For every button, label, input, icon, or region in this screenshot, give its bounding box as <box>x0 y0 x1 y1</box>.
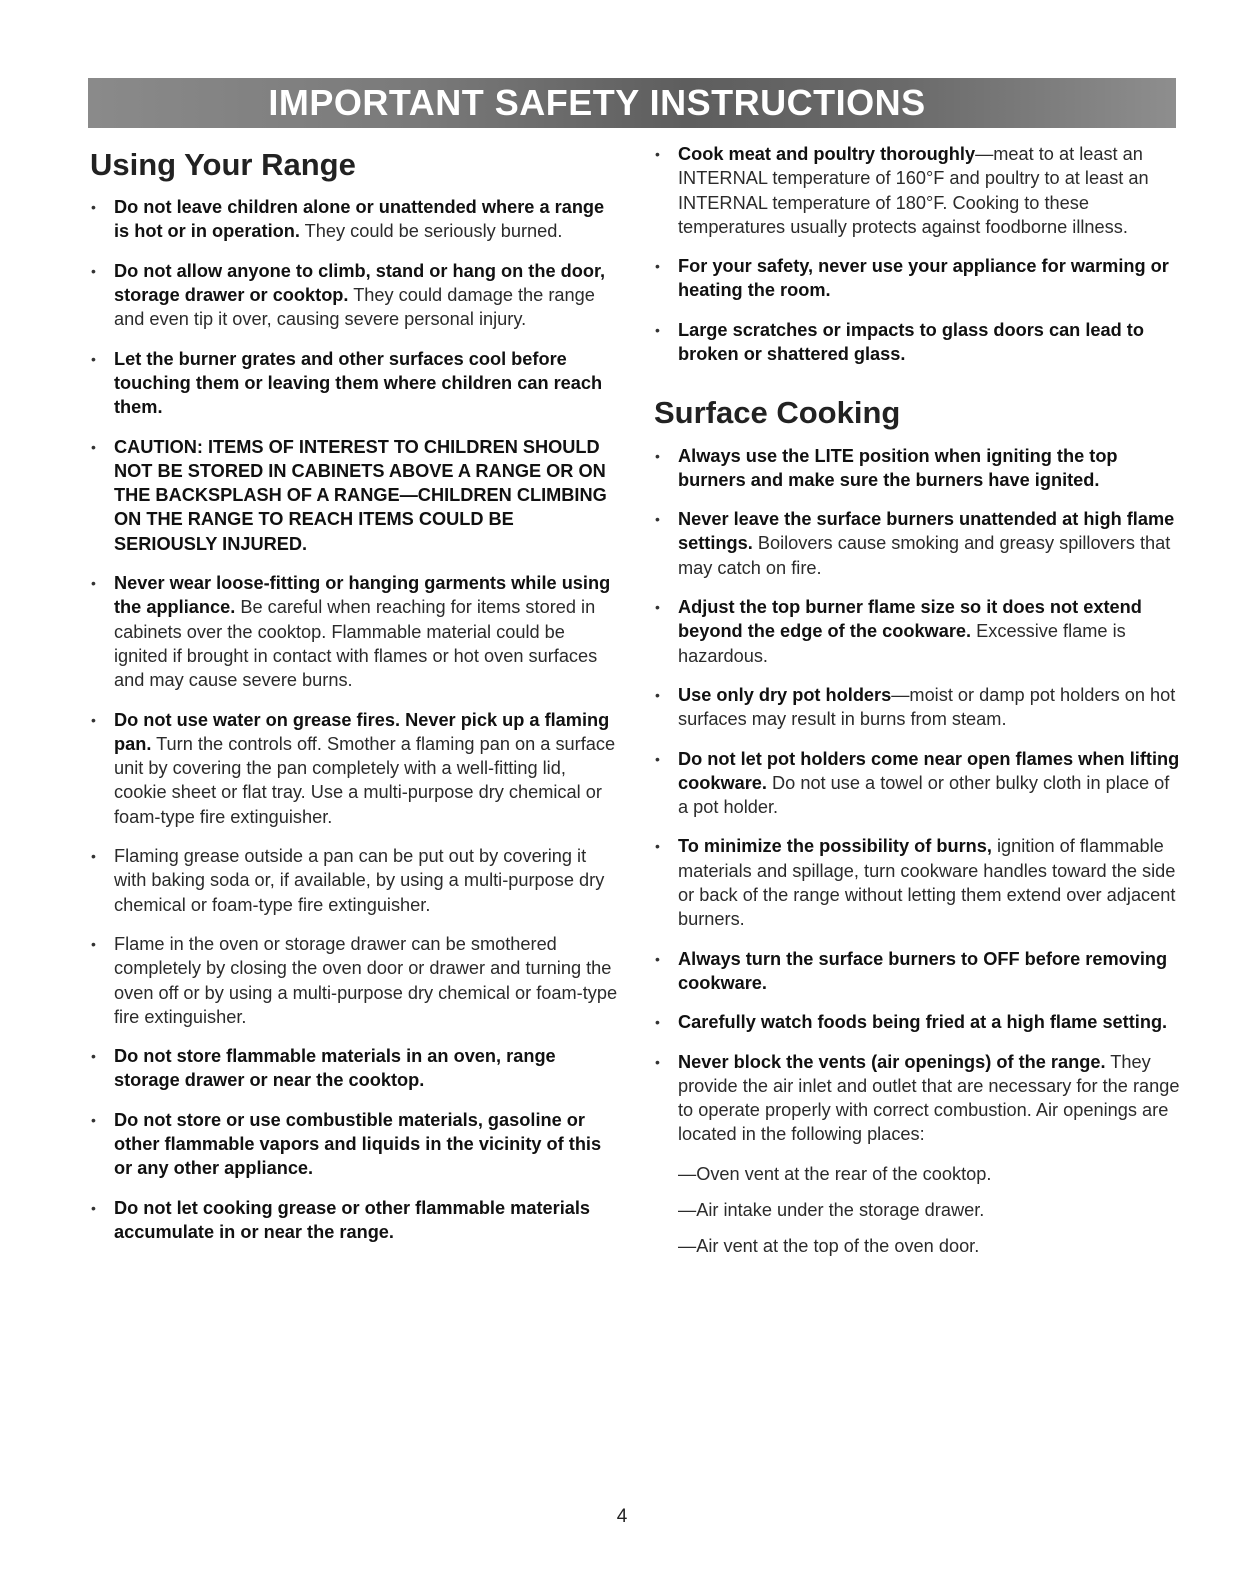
list-item: • Flaming grease outside a pan can be put out by covering it with baking soda or, if available, by using a multi-purpose dry chemical or foam-type fire extinguisher. <box>91 846 605 915</box>
bullet-icon: • <box>91 1199 96 1216</box>
bullet-icon: • <box>655 686 660 703</box>
list-item: • Let the burner grates and other surfaces cool before touching them or leaving them where children can reach them. <box>91 348 603 418</box>
right-column <box>652 142 1180 1270</box>
bullet-icon: • <box>91 1048 96 1065</box>
list-item: • To minimize the possibility of burns, ignition of flammable materials and spillage, turn cookware handles toward the side or back of the range without letting them extend over adjacent burners. <box>655 836 1176 930</box>
list-item: • Never block the vents (air openings) of the range. They provide the air inlet and outlet that are necessary for the range to operate properly with correct combustion. Air openings are located in the following places: <box>655 1051 1180 1145</box>
list-item: • Do not allow anyone to climb, stand or hang on the door, storage drawer or cooktop. They could damage the range and even tip it over, causing severe personal injury. <box>91 260 606 330</box>
list-item: • Large scratches or impacts to glass doors can lead to broken or shattered glass. <box>655 319 1144 365</box>
list-item: • Cook meat and poultry thoroughly—meat to at least an INTERNAL temperature of 160°F and poultry to at least an INTERNAL temperature of 180°F. Cooking to these temperatures usually protects against foodborne illness. <box>655 144 1149 237</box>
list-item: • Carefully watch foods being fried at a high flame setting. <box>652 1010 1180 1034</box>
list-item: • Flame in the oven or storage drawer can be smothered completely by closing the oven door or drawer and turning the oven off or by using a multi-purpose dry chemical or foam-type fire extinguisher. <box>91 933 618 1027</box>
list-item: • Always use the LITE position when igniting the top burners and make sure the burners have ignited. <box>655 445 1118 490</box>
bullet-icon: • <box>91 1111 96 1128</box>
list-item: • Do not store or use combustible materials, gasoline or other flammable vapors and liquids in the vicinity of this or any other appliance. <box>91 1109 602 1179</box>
list-item: • Use only dry pot holders—moist or damp pot holders on hot surfaces may result in burns from steam. <box>655 684 1176 730</box>
using-range-list <box>88 195 618 1244</box>
list-item: • Do not let pot holders come near open flames when lifting cookware. Do not use a towel or other bulky cloth in place of a pot holder. <box>655 748 1180 818</box>
safety-banner <box>88 78 1176 128</box>
bullet-icon: • <box>655 1014 660 1031</box>
list-item: • Do not leave children alone or unattended where a range is hot or in operation. They could be seriously burned. <box>91 197 605 242</box>
vent-locations-list <box>678 1162 1180 1258</box>
vent-location-item: —Air vent at the top of the oven door. <box>678 1235 980 1256</box>
bullet-icon: • <box>655 258 660 275</box>
bullet-icon: • <box>655 750 660 767</box>
bullet-icon: • <box>655 950 660 967</box>
list-item: • Do not store flammable materials in an oven, range storage drawer or near the cooktop. <box>91 1046 556 1091</box>
bullet-icon: • <box>91 935 96 952</box>
banner-title: IMPORTANT SAFETY INSTRUCTIONS <box>268 82 926 123</box>
general-safety-list <box>652 142 1180 366</box>
bullet-icon: • <box>655 1053 660 1070</box>
list-item: • CAUTION: ITEMS OF INTEREST TO CHILDREN SHOULD NOT BE STORED IN CABINETS ABOVE A RANGE OR ON THE BACKSPLASH OF A RANGE—CHILDREN CLIMBING ON THE RANGE TO REACH ITEMS COULD BE SERIOUSLY INJURED. <box>91 436 607 554</box>
bullet-icon: • <box>655 511 660 528</box>
bullet-icon: • <box>655 321 660 338</box>
vent-location-item: —Oven vent at the rear of the cooktop. <box>678 1163 992 1184</box>
bullet-icon: • <box>91 199 96 216</box>
bullet-icon: • <box>91 848 96 865</box>
list-item: • Do not use water on grease fires. Never pick up a flaming pan. Turn the controls off. Smother a flaming pan on a surface unit by covering the pan completely with a well-fitting lid, cookie sheet or flat tray. Use a multi-purpose dry chemical or foam-type fire extinguisher. <box>91 709 616 827</box>
vent-location-item: —Air intake under the storage drawer. <box>678 1199 985 1220</box>
bullet-icon: • <box>91 575 96 592</box>
bullet-icon: • <box>655 447 660 464</box>
bullet-icon: • <box>655 599 660 616</box>
list-item: • Do not let cooking grease or other flammable materials accumulate in or near the range. <box>91 1197 591 1242</box>
left-column <box>88 142 618 1259</box>
list-item: • Adjust the top burner flame size so it does not extend beyond the edge of the cookware. Excessive flame is hazardous. <box>655 597 1142 666</box>
bullet-icon: • <box>91 711 96 728</box>
using-range-heading: Using Your Range <box>90 147 356 182</box>
list-item: • Always turn the surface burners to OFF before removing cookware. <box>655 948 1168 993</box>
bullet-icon: • <box>91 438 96 455</box>
list-item: • Never wear loose-fitting or hanging garments while using the appliance. Be careful when reaching for items stored in cabinets over the cooktop. Flammable material could be ignited if brought in contact with flames or hot oven surfaces and may cause severe burns. <box>91 573 611 691</box>
bullet-icon: • <box>655 146 660 162</box>
surface-cooking-list <box>652 444 1180 1147</box>
surface-cooking-heading: Surface Cooking <box>654 395 901 431</box>
bullet-icon: • <box>655 838 660 855</box>
page-number: 4 <box>616 1506 628 1527</box>
bullet-icon: • <box>91 262 96 279</box>
list-item: • Never leave the surface burners unattended at high flame settings. Boilovers cause smoking and greasy spillovers that may catch on fire. <box>655 509 1175 578</box>
bullet-icon: • <box>91 350 96 367</box>
list-item: • For your safety, never use your appliance for warming or heating the room. <box>655 256 1169 301</box>
